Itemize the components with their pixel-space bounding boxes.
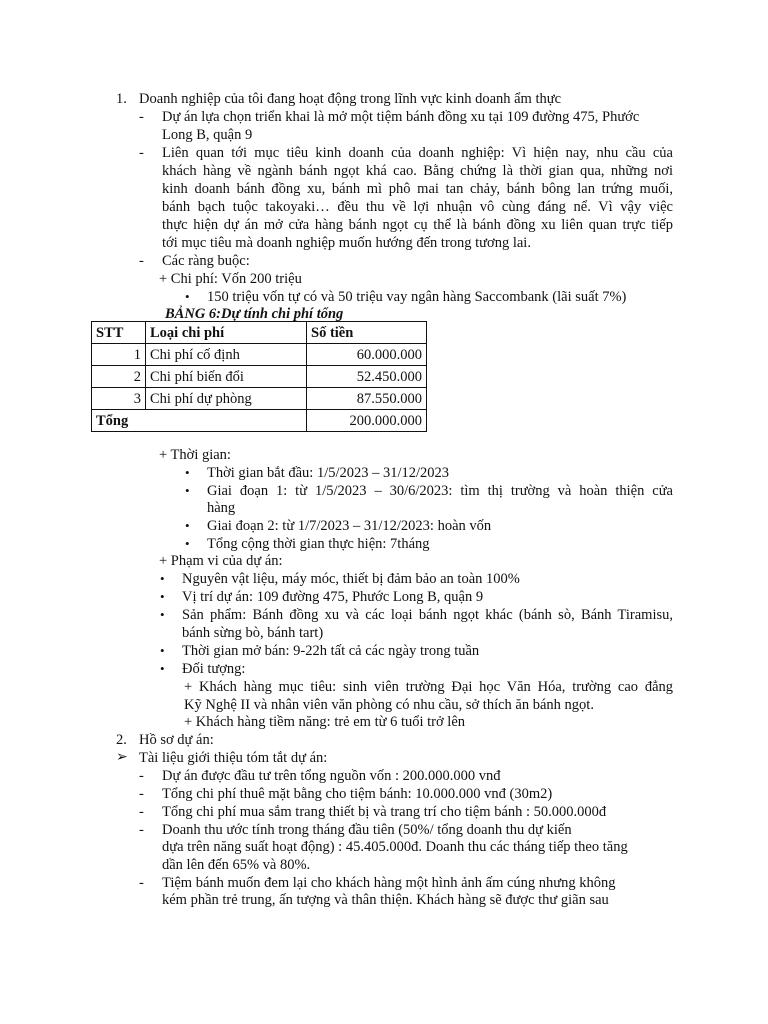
time-phase1-line1: • Giai đoạn 1: từ 1/5/2023 – 30/6/2023: tìm thị trường và hoàn thiện cửa <box>207 482 673 500</box>
header-stt: STT <box>92 322 146 344</box>
summary-equipment: - Tổng chi phí mua sắm trang thiết bị và trang trí cho tiệm bánh : 50.000.000đ <box>162 803 606 821</box>
scope-hours: • Thời gian mở bán: 9-22h tất cả các ngày trong tuần <box>182 642 479 660</box>
scope-product-line2: bánh sừng bò, bánh tart) <box>182 625 324 641</box>
header-cost-type: Loại chi phí <box>146 322 307 344</box>
summary-rent: - Tổng chi phí thuê mặt bằng cho tiệm bánh: 10.000.000 vnđ (30m2) <box>162 785 552 803</box>
scope-location: • Vị trí dự án: 109 đường 475, Phước Long B, quận 9 <box>182 588 483 606</box>
row-stt: 2 <box>92 366 146 388</box>
time-phase1-line2: hàng <box>207 500 236 516</box>
header-amount: Số tiền <box>307 322 427 344</box>
row-amount: 60.000.000 <box>307 344 427 366</box>
table-row <box>92 344 427 366</box>
time-total: • Tổng cộng thời gian thực hiện: 7tháng <box>207 535 430 553</box>
scope-materials: • Nguyên vật liệu, máy móc, thiết bị đảm bảo an toàn 100% <box>182 570 520 588</box>
scope-target-line2: Kỹ Nghệ II và nhân viên văn phòng có nhu cầu, sở thích ăn bánh ngọt. <box>184 697 594 713</box>
table-row <box>92 366 427 388</box>
time-label: + Thời gian: <box>159 447 231 463</box>
time-phase2: • Giai đoạn 2: từ 1/7/2023 – 31/12/2023: hoàn vốn <box>207 517 491 535</box>
goal-line-4: bánh bạch tuộc takoyaki… đều thu về lợi nhuận vô cùng đáng nể. Vì vậy việc <box>162 199 673 215</box>
summary-revenue-line1: - Doanh thu ước tính trong tháng đầu tiên (50%/ tổng doanh thu dự kiến <box>162 821 572 839</box>
cost-bullet: • 150 triệu vốn tự có và 50 triệu vay ngân hàng Saccombank (lãi suất 7%) <box>207 288 626 306</box>
total-label: Tổng <box>92 410 146 432</box>
total-amount: 200.000.000 <box>307 410 427 432</box>
scope-product-line1: • Sản phẩm: Bánh đồng xu và các loại bánh ngọt khác (bánh sò, Bánh Tiramisu, <box>182 606 673 624</box>
table-header-row <box>92 322 427 344</box>
summary-label: ➢ Tài liệu giới thiệu tóm tắt dự án: <box>139 749 327 767</box>
goal-line-1: - Liên quan tới mục tiêu kinh doanh của doanh nghiệp: Vì hiện nay, nhu cầu của <box>162 144 673 162</box>
project-line-2: Long B, quận 9 <box>162 127 253 143</box>
row-cost-type: Chi phí dự phòng <box>146 388 307 410</box>
section-heading-1: Doanh nghiệp của tôi đang hoạt động trong lĩnh vực kinh doanh ẩm thực <box>139 91 562 107</box>
section-number-1: 1. <box>116 91 127 107</box>
goal-line-2: khách hàng về ngành bánh ngọt khá cao. Bằng chứng là thời gian qua, những nơi <box>162 163 673 179</box>
row-stt: 3 <box>92 388 146 410</box>
summary-revenue-line3: dần lên đến 65% và 80%. <box>162 857 311 873</box>
row-stt: 1 <box>92 344 146 366</box>
row-amount: 87.550.000 <box>307 388 427 410</box>
summary-image-line2: kém phần trẻ trung, ấn tượng và thân thiện. Khách hàng sẽ được thư giãn sau <box>162 892 609 908</box>
scope-target-line1: + Khách hàng mục tiêu: sinh viên trường Đại học Văn Hóa, trường cao đẳng <box>184 679 673 695</box>
scope-audience-label: • Đối tượng: <box>182 660 245 678</box>
cost-label: + Chi phí: Vốn 200 triệu <box>159 271 302 287</box>
row-cost-type: Chi phí cố định <box>146 344 307 366</box>
section-heading-2: Hồ sơ dự án: <box>139 732 214 748</box>
summary-image-line1: - Tiệm bánh muốn đem lại cho khách hàng một hình ảnh ấm cúng nhưng không <box>162 874 616 892</box>
scope-label: + Phạm vi của dự án: <box>159 553 283 569</box>
goal-line-6: tới mục tiêu mà doanh nghiệp muốn hướng đến trong tương lai. <box>162 235 531 251</box>
goal-line-3: kinh doanh bánh đồng xu, bánh mì phô mai tan chảy, bánh bông lan trứng muối, <box>162 181 673 197</box>
total-spacer <box>146 410 307 432</box>
summary-investment: - Dự án được đầu tư trên tổng nguồn vốn : 200.000.000 vnđ <box>162 767 501 785</box>
constraints-label: - Các ràng buộc: <box>162 252 250 270</box>
cost-table <box>91 321 427 432</box>
table-row <box>92 388 427 410</box>
time-start: • Thời gian bắt đầu: 1/5/2023 – 31/12/2023 <box>207 464 449 482</box>
goal-line-5: thực hiện dự án mở cửa hàng bánh ngọt cụ thể là bánh đồng xu liên quan trực tiếp <box>162 217 673 233</box>
table-caption: BẢNG 6:Dự tính chi phí tổng <box>165 306 344 322</box>
table-total-row <box>92 410 427 432</box>
row-cost-type: Chi phí biến đổi <box>146 366 307 388</box>
section-number-2: 2. <box>116 732 127 748</box>
scope-potential: + Khách hàng tiềm năng: trẻ em từ 6 tuổi trở lên <box>184 714 466 730</box>
row-amount: 52.450.000 <box>307 366 427 388</box>
summary-revenue-line2: dựa trên năng suất hoạt động) : 45.405.000đ. Doanh thu các tháng tiếp theo tăng <box>162 839 628 855</box>
project-line-1: - Dự án lựa chọn triển khai là mở một tiệm bánh đồng xu tại 109 đường 475, Phước <box>162 108 639 126</box>
